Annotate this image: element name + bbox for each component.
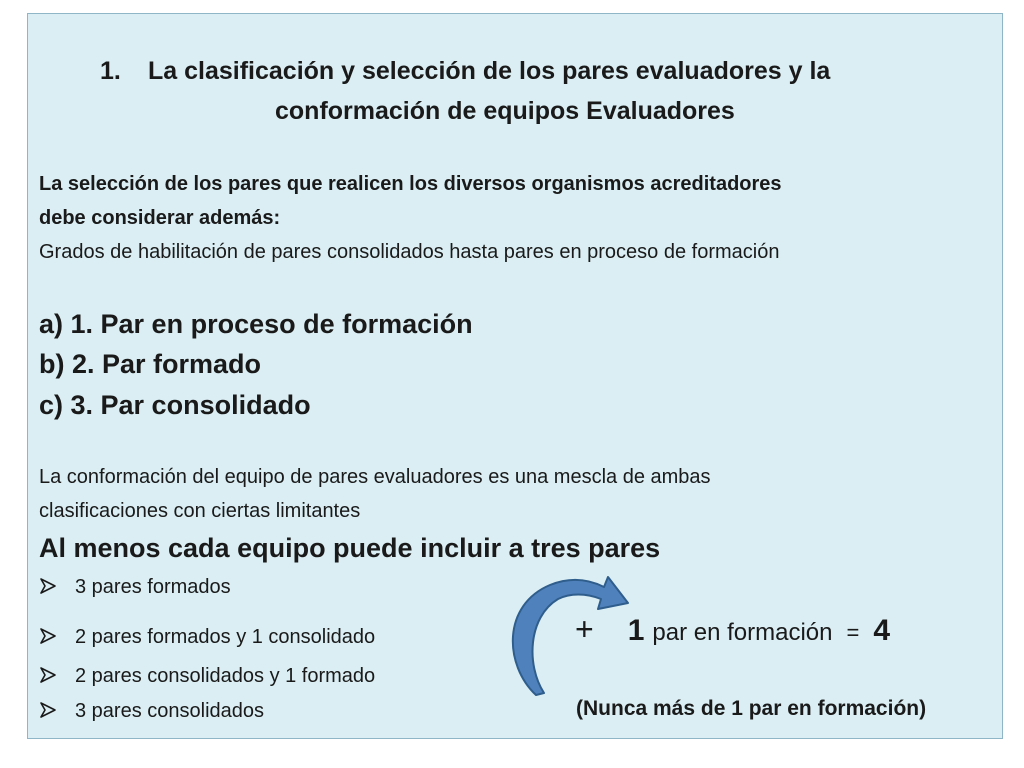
intro-line-3: Grados de habilitación de pares consolidados hasta pares en proceso de formación bbox=[39, 241, 780, 263]
conformation-line-1: La conformación del equipo de pares evaluadores es una mescla de ambas bbox=[39, 466, 711, 488]
arrowhead-bullet-icon bbox=[39, 626, 75, 649]
grade-item-a: a) 1. Par en proceso de formación bbox=[39, 309, 473, 339]
grade-item-b: b) 2. Par formado bbox=[39, 349, 262, 379]
equals-sign: = bbox=[846, 620, 860, 645]
formula-line bbox=[575, 611, 890, 648]
arrowhead-bullet-icon bbox=[39, 665, 75, 688]
arrowhead-bullet-icon bbox=[39, 700, 75, 723]
heading-number: 1. bbox=[100, 57, 121, 85]
conformation-emphasis: Al menos cada equipo puede incluir a tres pares bbox=[39, 533, 661, 563]
list-item bbox=[39, 626, 375, 649]
list-item-label: 2 pares formados y 1 consolidado bbox=[75, 626, 376, 648]
formula-note: (Nunca más de 1 par en formación) bbox=[576, 697, 927, 720]
intro-line-1: La selección de los pares que realicen los diversos organismos acreditadores bbox=[39, 173, 782, 195]
list-item-label: 3 pares consolidados bbox=[75, 700, 265, 722]
heading-line-1: La clasificación y selección de los pares evaluadores y la bbox=[148, 57, 831, 85]
plus-sign: + bbox=[575, 611, 594, 647]
formula-text: par en formación bbox=[652, 619, 833, 646]
list-item bbox=[39, 700, 264, 723]
list-item-label: 3 pares formados bbox=[75, 576, 231, 598]
formula-count: 1 bbox=[627, 614, 645, 647]
conformation-line-2: clasificaciones con ciertas limitantes bbox=[39, 500, 361, 522]
intro-line-2: debe considerar además: bbox=[39, 207, 281, 229]
list-item-label: 2 pares consolidados y 1 formado bbox=[75, 665, 376, 687]
grade-item-c: c) 3. Par consolidado bbox=[39, 390, 311, 420]
heading-line-2: conformación de equipos Evaluadores bbox=[275, 97, 735, 125]
arrowhead-bullet-icon bbox=[39, 576, 75, 599]
list-item bbox=[39, 665, 375, 688]
list-item bbox=[39, 576, 231, 599]
formula-total: 4 bbox=[873, 614, 891, 647]
